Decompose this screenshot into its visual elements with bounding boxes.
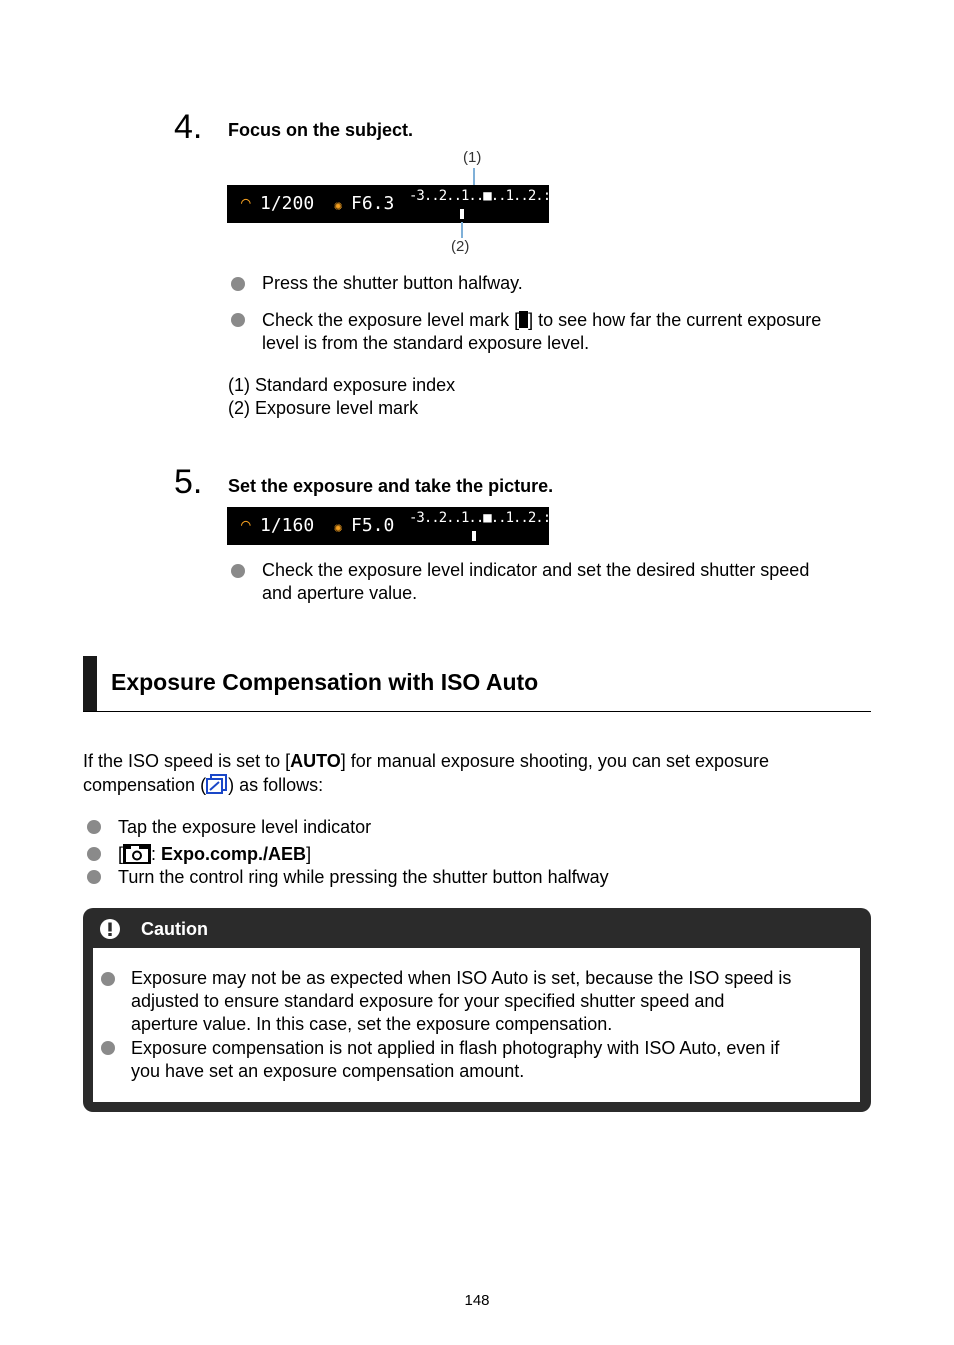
bullet [87, 870, 101, 884]
caution-item-1-line-1: Exposure may not be as expected when ISO Auto is set, because the ISO speed is [131, 968, 792, 988]
page-number: 148 [464, 1292, 490, 1309]
aperture-icon: ✺ [334, 520, 343, 536]
bullet [87, 820, 101, 834]
shutter-speed: 1/200 [260, 193, 315, 214]
bullet [231, 313, 245, 327]
caution-item-1-line-2: adjusted to ensure standard exposure for your specified shutter speed and [131, 991, 725, 1011]
method-item-1: Tap the exposure level indicator [118, 817, 372, 837]
section-title: Exposure Compensation with ISO Auto [111, 669, 539, 695]
step-4-number: 4. [174, 108, 203, 146]
step-4-bullet-2: Check the exposure level mark [ ] to see how far the current exposure [262, 310, 822, 330]
exposure-level-mark [460, 209, 464, 219]
step-5-bullet-line-2: and aperture value. [262, 583, 418, 603]
aperture-value: F6.3 [351, 193, 395, 214]
exposure-level-mark-icon [519, 311, 528, 328]
caution-item-2-line-1: Exposure compensation is not applied in flash photography with ISO Auto, even if [131, 1038, 780, 1058]
bullet [101, 972, 115, 986]
bullet [87, 847, 101, 861]
section-heading-bar [83, 656, 97, 712]
exposure-scale: -3..2..1..■..1..2.:3 [409, 510, 558, 526]
exposure-compensation-icon[interactable] [206, 774, 228, 800]
caution-content [93, 948, 860, 1102]
exposure-scale: -3..2..1..■..1..2.:3 [409, 188, 558, 204]
method-item-2: [ : Expo.comp./AEB] [118, 843, 311, 870]
callout-line-2 [461, 222, 463, 238]
section-intro-line-1: If the ISO speed is set to [AUTO] for manual exposure shooting, you can set exposure [83, 751, 770, 771]
caution-icon [100, 919, 120, 939]
shutter-speed: 1/160 [260, 515, 315, 536]
exposure-display-step5 [227, 507, 558, 545]
step-4-bullet-1: Press the shutter button halfway. [262, 273, 523, 293]
shutter-icon: ⌒ [241, 514, 251, 533]
legend-2: (2) Exposure level mark [228, 398, 419, 418]
bullet [231, 277, 245, 291]
legend-1: (1) Standard exposure index [228, 375, 456, 395]
bullet [101, 1041, 115, 1055]
bullet [231, 564, 245, 578]
callout-label-2: (2) [451, 238, 470, 255]
caution-item-1-line-3: aperture value. In this case, set the exposure compensation. [131, 1014, 613, 1034]
step-5-number: 5. [174, 463, 203, 501]
caution-box [83, 908, 871, 1112]
shutter-icon: ⌒ [241, 192, 251, 211]
step-5-title: Set the exposure and take the picture. [228, 476, 554, 496]
step-5-bullet-line-1: Check the exposure level indicator and set the desired shutter speed [262, 560, 810, 580]
section-rule [83, 711, 871, 712]
caution-title: Caution [141, 919, 208, 939]
exposure-level-mark [472, 531, 476, 541]
section-intro-line-2: compensation ( ) as follows: [83, 774, 323, 800]
method-item-3: Turn the control ring while pressing the shutter button halfway [118, 867, 609, 887]
aperture-icon: ✺ [334, 198, 343, 214]
exposure-display-step4 [227, 185, 558, 223]
step-4-title: Focus on the subject. [228, 120, 414, 140]
callout-label-1: (1) [463, 149, 482, 166]
step-4-bullet-2-line-2: level is from the standard exposure level. [262, 333, 590, 353]
caution-item-2-line-2: you have set an exposure compensation amount. [131, 1061, 525, 1081]
aperture-value: F5.0 [351, 515, 395, 536]
